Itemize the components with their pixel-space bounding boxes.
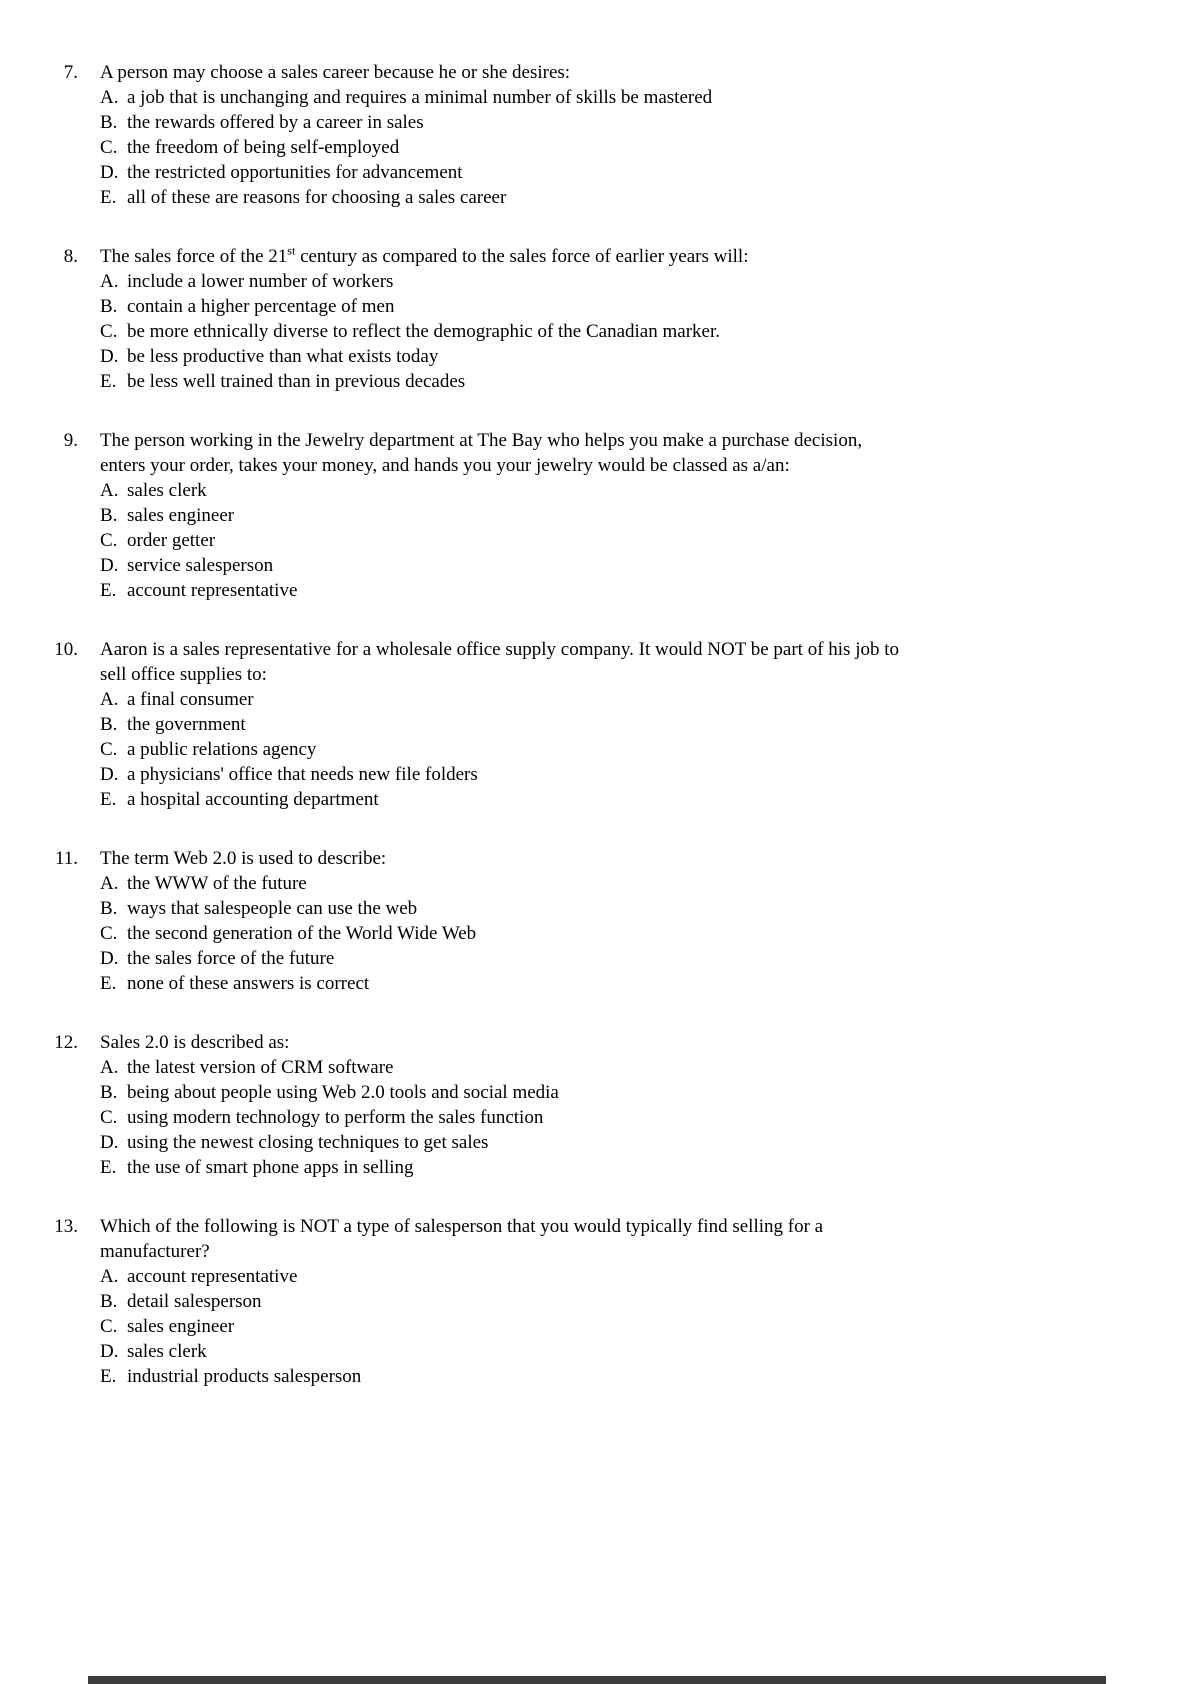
option-row (100, 269, 1190, 294)
option-letter: A. (100, 873, 119, 894)
option-row (100, 946, 1190, 971)
option-row (100, 344, 1190, 369)
option-text: sales clerk (127, 480, 207, 501)
question-11 (0, 846, 1190, 996)
question-number: 8. (63, 246, 78, 267)
question-8 (0, 244, 1190, 394)
option-row (100, 1105, 1190, 1130)
option-letter: C. (100, 739, 118, 760)
question-7 (0, 60, 1190, 210)
option-text: using the newest closing techniques to get sales (127, 1132, 489, 1153)
question-number: 9. (63, 430, 78, 451)
option-text: industrial products salesperson (127, 1366, 362, 1387)
option-text: being about people using Web 2.0 tools and social media (127, 1082, 559, 1103)
option-row (100, 1130, 1190, 1155)
option-row (100, 712, 1190, 737)
option-letter: B. (100, 898, 118, 919)
option-text: the use of smart phone apps in selling (127, 1157, 414, 1178)
option-text: account representative (127, 1266, 298, 1287)
option-text: sales engineer (127, 1316, 235, 1337)
option-letter: C. (100, 923, 118, 944)
option-row (100, 478, 1190, 503)
option-text: a public relations agency (127, 739, 317, 760)
option-text: the sales force of the future (127, 948, 335, 969)
option-row (100, 1055, 1190, 1080)
option-letter: B. (100, 1291, 118, 1312)
option-text: include a lower number of workers (127, 271, 394, 292)
option-letter: E. (100, 1366, 117, 1387)
option-row (100, 762, 1190, 787)
question-number: 12. (54, 1032, 78, 1053)
option-text: the WWW of the future (127, 873, 307, 894)
option-row (100, 135, 1190, 160)
question-number: 11. (54, 848, 78, 869)
option-letter: B. (100, 296, 118, 317)
option-text: sales clerk (127, 1341, 207, 1362)
option-letter: D. (100, 764, 119, 785)
option-letter: C. (100, 137, 118, 158)
question-stem: The term Web 2.0 is used to describe: (100, 848, 387, 869)
option-text: all of these are reasons for choosing a sales career (127, 187, 507, 208)
question-12 (0, 1030, 1190, 1180)
option-text: sales engineer (127, 505, 235, 526)
option-row (100, 1289, 1190, 1314)
question-stem: Aaron is a sales representative for a wholesale office supply company. It would NOT be part of his job to (100, 639, 900, 660)
option-letter: E. (100, 973, 117, 994)
option-text: be less well trained than in previous decades (127, 371, 466, 392)
option-row (100, 319, 1190, 344)
option-text: a final consumer (127, 689, 254, 710)
option-row (100, 160, 1190, 185)
option-letter: A. (100, 1057, 119, 1078)
stem-text-pre: The sales force of the 21 (100, 246, 288, 267)
option-letter: A. (100, 271, 119, 292)
question-stem: A person may choose a sales career because he or she desires: (100, 62, 571, 83)
option-row (100, 687, 1190, 712)
option-row (100, 528, 1190, 553)
option-letter: D. (100, 1132, 119, 1153)
option-letter: B. (100, 1082, 118, 1103)
question-10 (0, 637, 1190, 812)
option-row (100, 1314, 1190, 1339)
option-letter: B. (100, 112, 118, 133)
option-letter: E. (100, 789, 117, 810)
question-stem: Which of the following is NOT a type of salesperson that you would typically find selling for a (100, 1216, 824, 1237)
option-text: a job that is unchanging and requires a minimal number of skills be mastered (127, 87, 713, 108)
option-row (100, 369, 1190, 394)
option-row (100, 871, 1190, 896)
option-text: order getter (127, 530, 216, 551)
question-stem: The person working in the Jewelry department at The Bay who helps you make a purchase decision, (100, 430, 863, 451)
option-row (100, 1155, 1190, 1180)
question-stem: Sales 2.0 is described as: (100, 1032, 290, 1053)
option-letter: C. (100, 1316, 118, 1337)
bottom-dark-bar (88, 1676, 1106, 1684)
option-text: the freedom of being self-employed (127, 137, 400, 158)
question-stem-continued: enters your order, takes your money, and hands you your jewelry would be classed as a/an: (100, 455, 790, 476)
option-row (100, 1339, 1190, 1364)
option-row (100, 737, 1190, 762)
option-letter: A. (100, 689, 119, 710)
option-row (100, 578, 1190, 603)
option-letter: D. (100, 1341, 119, 1362)
question-9 (0, 428, 1190, 603)
option-letter: C. (100, 321, 118, 342)
option-row (100, 503, 1190, 528)
option-text: the rewards offered by a career in sales (127, 112, 424, 133)
option-text: a physicians' office that needs new file folders (127, 764, 478, 785)
option-text: account representative (127, 580, 298, 601)
stem-superscript: st (287, 243, 296, 258)
option-row (100, 110, 1190, 135)
option-row (100, 896, 1190, 921)
option-text: none of these answers is correct (127, 973, 370, 994)
option-row (100, 1080, 1190, 1105)
option-letter: E. (100, 371, 117, 392)
question-number: 7. (63, 62, 78, 83)
option-row (100, 787, 1190, 812)
question-13 (0, 1214, 1190, 1389)
option-text: service salesperson (127, 555, 274, 576)
option-row (100, 294, 1190, 319)
option-letter: C. (100, 1107, 118, 1128)
option-text: using modern technology to perform the sales function (127, 1107, 544, 1128)
option-text: contain a higher percentage of men (127, 296, 395, 317)
option-text: the latest version of CRM software (127, 1057, 394, 1078)
option-row (100, 1364, 1190, 1389)
option-letter: B. (100, 505, 118, 526)
option-text: the second generation of the World Wide Web (127, 923, 477, 944)
option-row (100, 553, 1190, 578)
option-text: a hospital accounting department (127, 789, 379, 810)
option-row (100, 185, 1190, 210)
question-number: 10. (54, 639, 78, 660)
option-letter: C. (100, 530, 118, 551)
question-stem-continued: manufacturer? (100, 1241, 210, 1262)
option-letter: D. (100, 162, 119, 183)
option-letter: D. (100, 948, 119, 969)
option-letter: A. (100, 87, 119, 108)
option-text: the government (127, 714, 246, 735)
option-row (100, 1264, 1190, 1289)
question-stem (100, 244, 1190, 269)
option-letter: A. (100, 1266, 119, 1287)
option-text: be more ethnically diverse to reflect the demographic of the Canadian marker. (127, 321, 720, 342)
option-letter: D. (100, 346, 119, 367)
question-stem-continued: sell office supplies to: (100, 664, 267, 685)
question-number: 13. (54, 1216, 78, 1237)
option-text: the restricted opportunities for advancement (127, 162, 463, 183)
option-letter: E. (100, 187, 117, 208)
option-letter: E. (100, 580, 117, 601)
option-row (100, 971, 1190, 996)
option-text: detail salesperson (127, 1291, 262, 1312)
option-letter: E. (100, 1157, 117, 1178)
option-text: ways that salespeople can use the web (127, 898, 418, 919)
option-row (100, 85, 1190, 110)
option-letter: D. (100, 555, 119, 576)
option-letter: B. (100, 714, 118, 735)
option-text: be less productive than what exists today (127, 346, 439, 367)
option-letter: A. (100, 480, 119, 501)
option-row (100, 921, 1190, 946)
stem-text-post: century as compared to the sales force of earlier years will: (295, 246, 749, 267)
